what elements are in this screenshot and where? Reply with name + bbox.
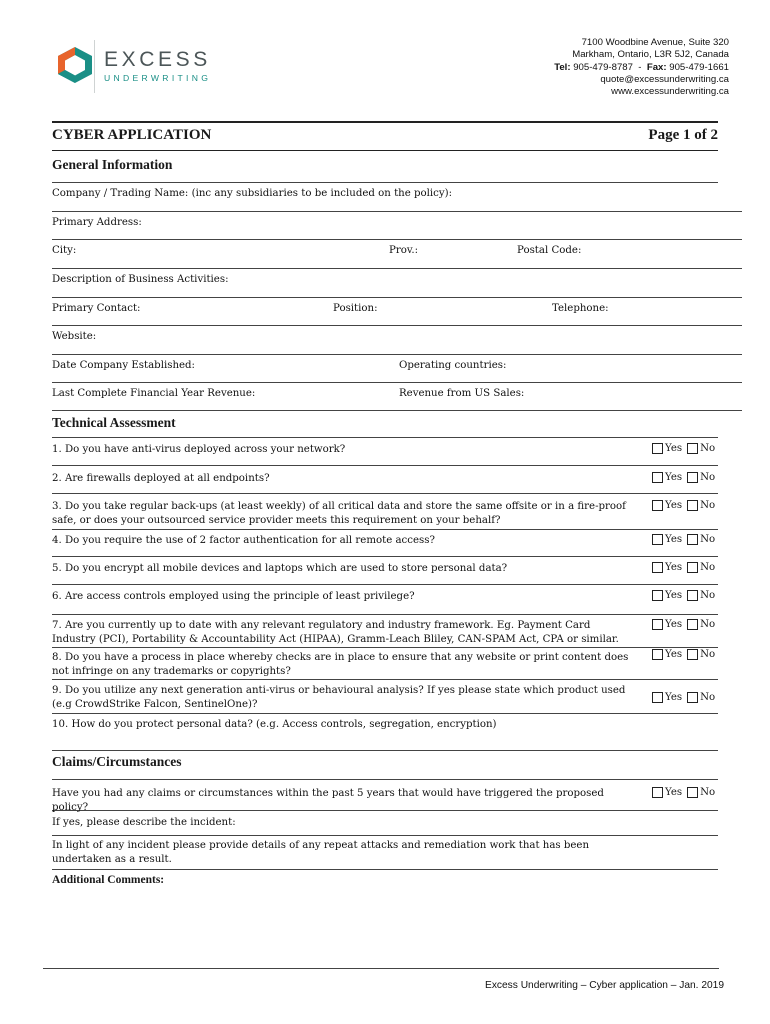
address-line-2: Markham, Ontario, L3R 5J2, Canada — [572, 49, 729, 61]
fax-label: Fax: — [646, 61, 667, 73]
no-checkbox[interactable] — [687, 692, 698, 703]
us-revenue-label[interactable]: Revenue from US Sales: — [399, 388, 525, 399]
established-countries-row — [52, 355, 742, 383]
question-7: 7. Are you currently up to date with any relevant regulatory and industry framework. Eg. Payment Card Industry (PCI), Portability & Accountability Act (HIPAA), Gramm-Leach Bliley, CAN-SPAM Act, CPA or similar. — [52, 620, 619, 645]
website-link[interactable]: www.excessunderwriting.ca — [611, 86, 729, 98]
no-label: No — [700, 692, 716, 703]
yes-no-claims — [652, 787, 715, 798]
no-label: No — [700, 787, 716, 798]
yes-no-4 — [652, 534, 715, 545]
company-address — [554, 37, 729, 98]
yes-label: Yes — [665, 619, 683, 630]
title-top-rule — [52, 121, 718, 123]
question-9: 9. Do you utilize any next generation anti-virus or behavioural analysis? If yes please state which product used (e.g CrowdStrike Falcon, SentinelOne)? — [52, 685, 626, 710]
yes-no-8 — [652, 649, 715, 660]
question-6: 6. Are access controls employed using the principle of least privilege? — [52, 591, 415, 602]
brand-name: EXCESS — [104, 48, 211, 71]
company-logo-icon — [55, 46, 95, 84]
telephone-label[interactable]: Telephone: — [552, 303, 609, 314]
incident-description-label: If yes, please describe the incident: — [52, 817, 236, 828]
address-line-1: 7100 Woodbine Avenue, Suite 320 — [581, 37, 729, 48]
no-checkbox[interactable] — [687, 500, 698, 511]
no-label: No — [700, 534, 716, 545]
business-description-field[interactable] — [52, 269, 742, 298]
yes-no-9 — [652, 692, 715, 703]
yes-no-3 — [652, 500, 715, 511]
primary-address-field[interactable] — [52, 212, 742, 240]
page-number: Page 1 of 2 — [648, 127, 718, 143]
question-4: 4. Do you require the use of 2 factor authentication for all remote access? — [52, 535, 435, 546]
yes-checkbox[interactable] — [652, 787, 663, 798]
no-label: No — [700, 500, 716, 511]
yes-checkbox[interactable] — [652, 692, 663, 703]
tel-label: Tel: — [554, 61, 571, 73]
no-checkbox[interactable] — [687, 787, 698, 798]
yes-checkbox[interactable] — [652, 562, 663, 573]
question-8: 8. Do you have a process in place whereby checks are in place to ensure that any website or print content does not infringe on any trademarks or copyrights? — [52, 652, 629, 677]
no-checkbox[interactable] — [687, 619, 698, 630]
no-label: No — [700, 619, 716, 630]
section-claims-circumstances: Claims/Circumstances — [52, 754, 182, 769]
brand-subtitle: UNDERWRITING — [104, 73, 212, 83]
city-prov-postal-row — [52, 240, 742, 269]
yes-label: Yes — [665, 500, 683, 511]
yes-checkbox[interactable] — [652, 534, 663, 545]
remediation-label: In light of any incident please provide details of any repeat attacks and remediation work that has been undertaken as a result. — [52, 840, 590, 865]
yes-checkbox[interactable] — [652, 619, 663, 630]
yes-no-2 — [652, 472, 715, 483]
revenue-row — [52, 383, 742, 411]
contact-row — [52, 298, 742, 326]
yes-label: Yes — [665, 590, 683, 601]
website-field[interactable] — [52, 326, 742, 355]
yes-checkbox[interactable] — [652, 443, 663, 454]
claims-question: Have you had any claims or circumstances within the past 5 years that would have triggered the proposed policy? — [52, 788, 604, 813]
primary-contact-label[interactable]: Primary Contact: — [52, 303, 141, 314]
city-label[interactable]: City: — [52, 245, 77, 256]
footer-rule — [43, 968, 719, 969]
tel-number: 905-479-8787 — [573, 61, 633, 73]
yes-checkbox[interactable] — [652, 649, 663, 660]
yes-no-6 — [652, 590, 715, 601]
brand-wordmark — [104, 49, 211, 83]
phone-separator: - — [638, 61, 642, 73]
no-checkbox[interactable] — [687, 562, 698, 573]
yes-label: Yes — [665, 649, 683, 660]
yes-checkbox[interactable] — [652, 472, 663, 483]
yes-no-1 — [652, 443, 715, 454]
yes-no-5 — [652, 562, 715, 573]
section-rule — [52, 416, 718, 438]
phone-fax-line — [554, 62, 729, 74]
yes-label: Yes — [665, 472, 683, 483]
company-name-label: Company / Trading Name: (inc any subsidiaries to be included on the policy): — [52, 188, 453, 199]
annual-revenue-label[interactable]: Last Complete Financial Year Revenue: — [52, 388, 256, 399]
additional-comments-label: Additional Comments: — [52, 874, 165, 886]
yes-checkbox[interactable] — [652, 590, 663, 601]
province-label[interactable]: Prov.: — [389, 245, 419, 256]
section-rule — [52, 751, 718, 780]
yes-label: Yes — [665, 692, 683, 703]
no-label: No — [700, 562, 716, 573]
no-label: No — [700, 590, 716, 601]
no-checkbox[interactable] — [687, 534, 698, 545]
section-general-information: General Information — [52, 157, 173, 172]
question-3: 3. Do you take regular back-ups (at least weekly) of all critical data and store the same offsite or in a fire-proof safe, or does your outsourced service provider meets this requirement on your behalf? — [52, 501, 626, 526]
no-checkbox[interactable] — [687, 443, 698, 454]
logo-divider — [94, 40, 95, 93]
question-5: 5. Do you encrypt all mobile devices and laptops which are used to store personal data? — [52, 563, 508, 574]
no-checkbox[interactable] — [687, 649, 698, 660]
position-label[interactable]: Position: — [333, 303, 378, 314]
operating-countries-label[interactable]: Operating countries: — [399, 360, 507, 371]
date-established-label[interactable]: Date Company Established: — [52, 360, 195, 371]
question-10: 10. How do you protect personal data? (e.g. Access controls, segregation, encryption) — [52, 719, 497, 730]
form-title: CYBER APPLICATION — [52, 127, 212, 143]
email-link[interactable]: quote@excessunderwriting.ca — [600, 73, 729, 85]
no-checkbox[interactable] — [687, 472, 698, 483]
no-checkbox[interactable] — [687, 590, 698, 601]
question-1: 1. Do you have anti-virus deployed across your network? — [52, 444, 346, 455]
no-label: No — [700, 472, 716, 483]
business-description-label: Description of Business Activities: — [52, 274, 229, 285]
title-bottom-rule — [52, 150, 718, 151]
company-name-field[interactable] — [52, 183, 742, 212]
primary-address-label: Primary Address: — [52, 217, 142, 228]
footer-text: Excess Underwriting – Cyber application – Jan. 2019 — [485, 980, 724, 991]
section-rule — [52, 160, 718, 183]
yes-label: Yes — [665, 534, 683, 545]
yes-no-7 — [652, 619, 715, 630]
yes-label: Yes — [665, 787, 683, 798]
no-label: No — [700, 443, 716, 454]
no-label: No — [700, 649, 716, 660]
yes-label: Yes — [665, 443, 683, 454]
yes-checkbox[interactable] — [652, 500, 663, 511]
question-2: 2. Are firewalls deployed at all endpoints? — [52, 473, 270, 484]
fax-number: 905-479-1661 — [669, 61, 729, 73]
section-technical-assessment: Technical Assessment — [52, 415, 176, 430]
yes-label: Yes — [665, 562, 683, 573]
website-label: Website: — [52, 331, 97, 342]
postal-code-label[interactable]: Postal Code: — [517, 245, 582, 256]
